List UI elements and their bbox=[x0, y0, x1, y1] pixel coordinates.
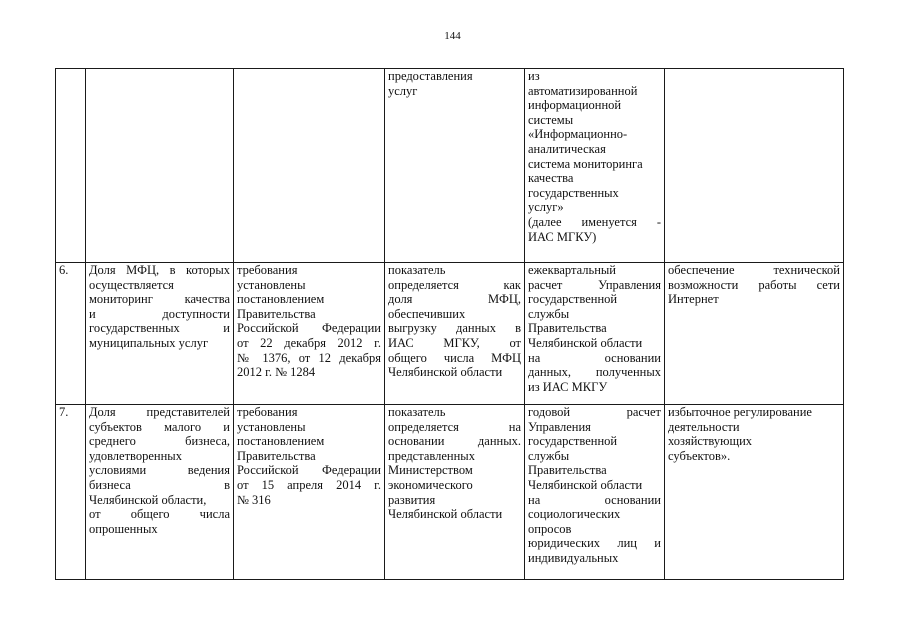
cell-text-line: возможности работы сети bbox=[668, 277, 840, 292]
cell-text-line: ИАС МГКУ, от bbox=[388, 335, 521, 350]
cell-basis bbox=[234, 263, 385, 405]
cell-text-line: на основании bbox=[528, 492, 661, 507]
cell-text-line: годовой расчет bbox=[528, 405, 661, 419]
cell-text-line: информационной bbox=[528, 98, 622, 113]
cell-text-line: опросов bbox=[528, 521, 572, 536]
cell-text-line: требования bbox=[237, 405, 298, 419]
cell-text-line: представленных bbox=[388, 448, 475, 463]
cell-text-line: службы bbox=[528, 306, 570, 321]
cell-text-line: Российской Федерации bbox=[237, 321, 381, 336]
page-number: 144 bbox=[444, 30, 461, 42]
cell-text-line: требования bbox=[237, 263, 298, 277]
cell-text-line: система мониторинга bbox=[528, 156, 643, 171]
cell-text-line: обеспечивших bbox=[388, 306, 466, 321]
table-row bbox=[56, 69, 844, 263]
cell-text-line: услуг» bbox=[528, 200, 564, 215]
cell-text-line: бизнеса в bbox=[89, 477, 230, 492]
cell-text-line: Правительства bbox=[237, 448, 316, 463]
cell-text-line: Челябинской области bbox=[388, 507, 503, 522]
cell-text-line: Челябинской области bbox=[528, 477, 643, 492]
cell-text-line: экономического bbox=[388, 477, 473, 492]
cell-text-line: среднего бизнеса, bbox=[89, 434, 230, 449]
cell-text-line: ИАС МГКУ) bbox=[528, 229, 597, 244]
cell-method bbox=[385, 405, 525, 580]
cell-text-line: № 1376, от 12 декабря bbox=[237, 350, 381, 365]
indicator-table bbox=[55, 68, 844, 580]
cell-text-line: (далее именуется - bbox=[528, 214, 661, 229]
cell-text-line: из bbox=[528, 69, 540, 83]
cell-text-line: муниципальных услуг bbox=[89, 335, 209, 350]
cell-text-line: данных, полученных bbox=[528, 365, 661, 380]
cell-text-line: Доля МФЦ, в которых bbox=[89, 263, 230, 277]
cell-name bbox=[86, 263, 234, 405]
cell-method bbox=[385, 69, 525, 263]
cell-num bbox=[56, 69, 86, 263]
cell-text-line: развития bbox=[388, 492, 436, 507]
cell-text-line: службы bbox=[528, 448, 570, 463]
cell-text-line: Челябинской области bbox=[388, 365, 503, 380]
cell-text-line: № 316 bbox=[237, 492, 271, 507]
cell-factors bbox=[665, 405, 844, 580]
cell-text-line: избыточное регулирование bbox=[668, 405, 812, 419]
cell-text-line: от 22 декабря 2012 г. bbox=[237, 335, 381, 350]
cell-text-line: мониторинг качества bbox=[89, 292, 230, 307]
cell-source bbox=[525, 69, 665, 263]
cell-text-line: Управления bbox=[528, 419, 591, 434]
cell-text-line: условиями ведения bbox=[89, 463, 230, 478]
cell-text-line: аналитическая bbox=[528, 141, 606, 156]
row-number: 6. bbox=[59, 263, 69, 277]
cell-text-line: Челябинской области bbox=[528, 335, 643, 350]
cell-text-line: качества bbox=[528, 171, 574, 186]
cell-text-line: обеспечение технической bbox=[668, 263, 840, 277]
cell-text-line: и доступности bbox=[89, 306, 230, 321]
cell-text-line: социологических bbox=[528, 507, 621, 522]
cell-source bbox=[525, 405, 665, 580]
cell-factors bbox=[665, 69, 844, 263]
cell-text-line: «Информационно- bbox=[528, 127, 628, 142]
cell-source bbox=[525, 263, 665, 405]
table-row bbox=[56, 405, 844, 580]
cell-text-line: Правительства bbox=[528, 321, 607, 336]
cell-text-line: удовлетворенных bbox=[89, 448, 182, 463]
cell-num bbox=[56, 263, 86, 405]
cell-text-line: индивидуальных bbox=[528, 550, 619, 565]
cell-text-line: автоматизированной bbox=[528, 83, 638, 98]
cell-text-line: от 15 апреля 2014 г. bbox=[237, 477, 381, 492]
cell-text-line: выгрузку данных в bbox=[388, 321, 521, 336]
cell-text-line: 2012 г. № 1284 bbox=[237, 365, 316, 380]
cell-text-line: государственной bbox=[528, 292, 618, 307]
cell-text-line: субъектов малого и bbox=[89, 419, 230, 434]
cell-text-line: из ИАС МКГУ bbox=[528, 379, 608, 394]
cell-method bbox=[385, 263, 525, 405]
cell-text-line: определяется как bbox=[388, 277, 521, 292]
cell-factors bbox=[665, 263, 844, 405]
cell-text-line: государственных и bbox=[89, 321, 230, 336]
cell-text-line: услуг bbox=[388, 83, 418, 98]
cell-text-line: юридических лиц и bbox=[528, 536, 661, 551]
cell-text-line: установлены bbox=[237, 277, 306, 292]
cell-text-line: основании данных. bbox=[388, 434, 521, 449]
cell-text-line: определяется на bbox=[388, 419, 521, 434]
cell-basis bbox=[234, 405, 385, 580]
cell-text-line: Правительства bbox=[237, 306, 316, 321]
cell-name bbox=[86, 69, 234, 263]
cell-text-line: осуществляется bbox=[89, 277, 174, 292]
cell-text-line: деятельности bbox=[668, 419, 740, 434]
row-number: 7. bbox=[59, 405, 69, 419]
table-row bbox=[56, 263, 844, 405]
cell-name bbox=[86, 405, 234, 580]
cell-text-line: Российской Федерации bbox=[237, 463, 381, 478]
cell-text-line: показатель bbox=[388, 263, 446, 277]
cell-text-line: Правительства bbox=[528, 463, 607, 478]
cell-text-line: Министерством bbox=[388, 463, 473, 478]
cell-text-line: показатель bbox=[388, 405, 446, 419]
cell-text-line: ежеквартальный bbox=[528, 263, 617, 277]
cell-text-line: опрошенных bbox=[89, 521, 158, 536]
cell-text-line: на основании bbox=[528, 350, 661, 365]
cell-num bbox=[56, 405, 86, 580]
table-body bbox=[56, 69, 844, 580]
cell-basis bbox=[234, 69, 385, 263]
cell-text-line: Доля представителей bbox=[89, 405, 230, 419]
cell-text-line: от общего числа bbox=[89, 507, 230, 522]
cell-text-line: постановлением bbox=[237, 292, 325, 307]
cell-text-line: хозяйствующих bbox=[668, 434, 753, 449]
cell-text-line: установлены bbox=[237, 419, 306, 434]
cell-text-line: государственной bbox=[528, 434, 618, 449]
cell-text-line: государственных bbox=[528, 185, 619, 200]
cell-text-line: общего числа МФЦ bbox=[388, 350, 521, 365]
cell-text-line: доля МФЦ, bbox=[388, 292, 521, 307]
cell-text-line: постановлением bbox=[237, 434, 325, 449]
cell-text-line: субъектов». bbox=[668, 448, 731, 463]
cell-text-line: Челябинской области, bbox=[89, 492, 207, 507]
cell-text-line: предоставления bbox=[388, 69, 473, 83]
cell-text-line: расчет Управления bbox=[528, 277, 661, 292]
cell-text-line: Интернет bbox=[668, 292, 719, 307]
cell-text-line: системы bbox=[528, 112, 574, 127]
